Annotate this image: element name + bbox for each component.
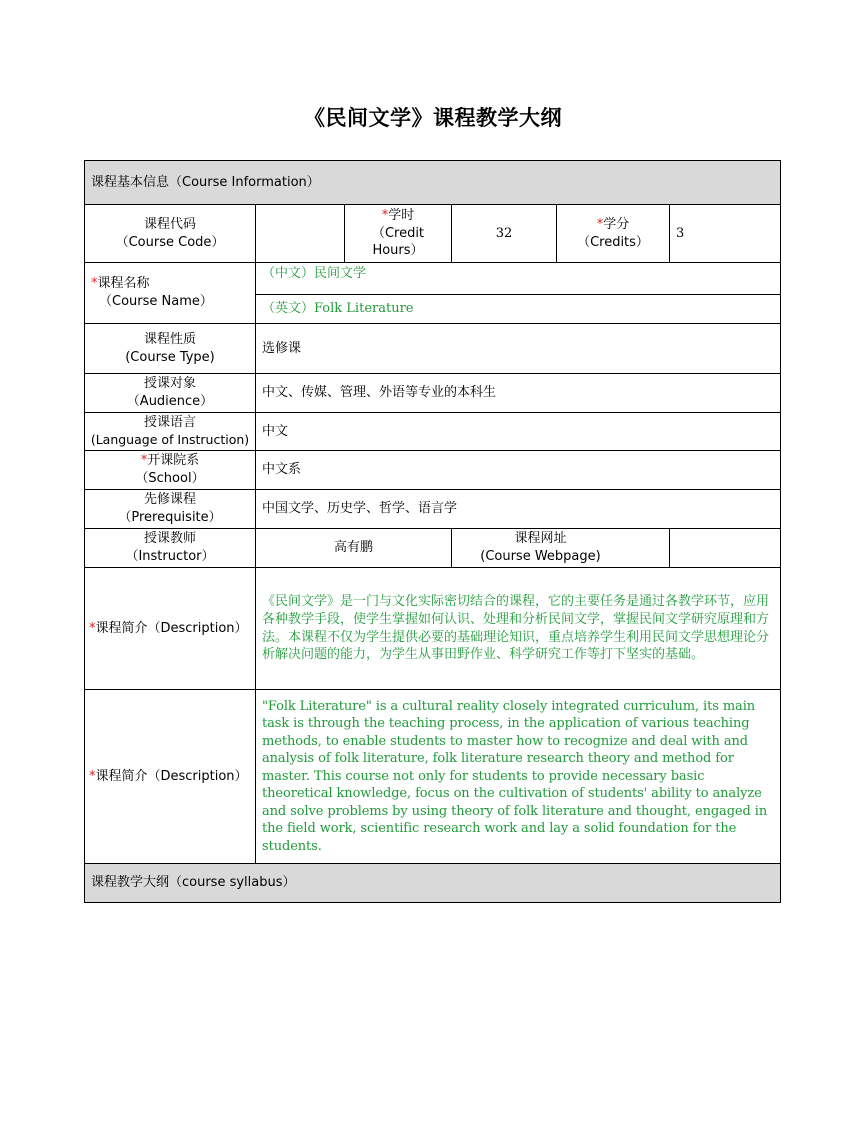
instructor-row [85, 529, 781, 568]
syllabus-header: 课程教学大纲（course syllabus） [85, 864, 781, 903]
audience-label: 授课对象 （Audience） [85, 374, 256, 413]
syllabus-header-row [85, 864, 781, 903]
code-row [85, 205, 781, 263]
prerequisite-label: 先修课程 （Prerequisite） [85, 490, 256, 529]
required-mark: * [381, 208, 389, 224]
course-name-cn-value: （中文）民间文学 [256, 263, 781, 295]
credit-hours-label: *学时 （Credit Hours） [345, 205, 452, 263]
credit-hours-value: 32 [452, 205, 557, 263]
course-code-label: 课程代码 （Course Code） [85, 205, 256, 263]
audience-value: 中文、传媒、管理、外语等专业的本科生 [256, 374, 781, 413]
audience-row [85, 374, 781, 413]
course-type-label: 课程性质 (Course Type) [85, 324, 256, 374]
course-type-row [85, 324, 781, 374]
school-row [85, 451, 781, 490]
prerequisite-row [85, 490, 781, 529]
school-value: 中文系 [256, 451, 781, 490]
description-en-row [85, 690, 781, 864]
syllabus-table [84, 160, 781, 903]
credits-value: 3 [670, 205, 781, 263]
course-info-header: 课程基本信息（Course Information） [85, 161, 781, 205]
description-en-label: *课程简介（Description） [85, 690, 256, 864]
page-title: 《民间文学》课程教学大纲 [304, 106, 562, 130]
required-mark: * [140, 453, 148, 469]
required-mark: * [89, 620, 96, 636]
webpage-label: 课程网址 (Course Webpage) [452, 529, 670, 568]
language-row [85, 413, 781, 451]
webpage-value[interactable] [670, 529, 781, 568]
course-name-en-value: （英文）Folk Literature [256, 295, 781, 324]
required-mark: * [89, 768, 96, 784]
description-cn-label: *课程简介（Description） [85, 568, 256, 690]
description-en-text: "Folk Literature" is a cultural reality closely integrated curriculum, its main task is through the teaching process, in the application of various teaching methods, to enable students to master how to recognize and deal with and analysis of folk literature, folk literature research theory and method for master. This course not only for students to provide necessary basic theoretical knowledge, focus on the cultivation of students' ability to analyze and solve problems by using theory of folk literature and thought, engaged in the field work, scientific research work and lay a solid foundation for the students. [256, 690, 781, 864]
language-label: 授课语言 (Language of Instruction) [85, 413, 256, 451]
description-cn-text: 《民间文学》是一门与文化实际密切结合的课程，它的主要任务是通过各教学环节，应用各种教学手段，使学生掌握如何认识、处理和分析民间文学，掌握民间文学研究原理和方法。本课程不仅为学生提供必要的基础理论知识，重点培养学生利用民间文学思想理论分析解决问题的能力，为学生从事田野作业、科学研究工作等打下坚实的基础。 [256, 568, 781, 690]
instructor-value: 高有鹏 [256, 529, 452, 568]
required-mark: * [91, 276, 98, 292]
instructor-label: 授课教师 （Instructor） [85, 529, 256, 568]
school-label: *开课院系 （School） [85, 451, 256, 490]
prerequisite-value: 中国文学、历史学、哲学、语言学 [256, 490, 781, 529]
description-cn-row [85, 568, 781, 690]
required-mark: * [596, 216, 604, 232]
course-code-value [256, 205, 345, 263]
course-name-label: *课程名称 （Course Name） [85, 263, 256, 324]
language-value: 中文 [256, 413, 781, 451]
credits-label: *学分 （Credits） [557, 205, 670, 263]
course-info-header-row [85, 161, 781, 205]
course-type-value: 选修课 [256, 324, 781, 374]
course-name-row-cn [85, 263, 781, 295]
